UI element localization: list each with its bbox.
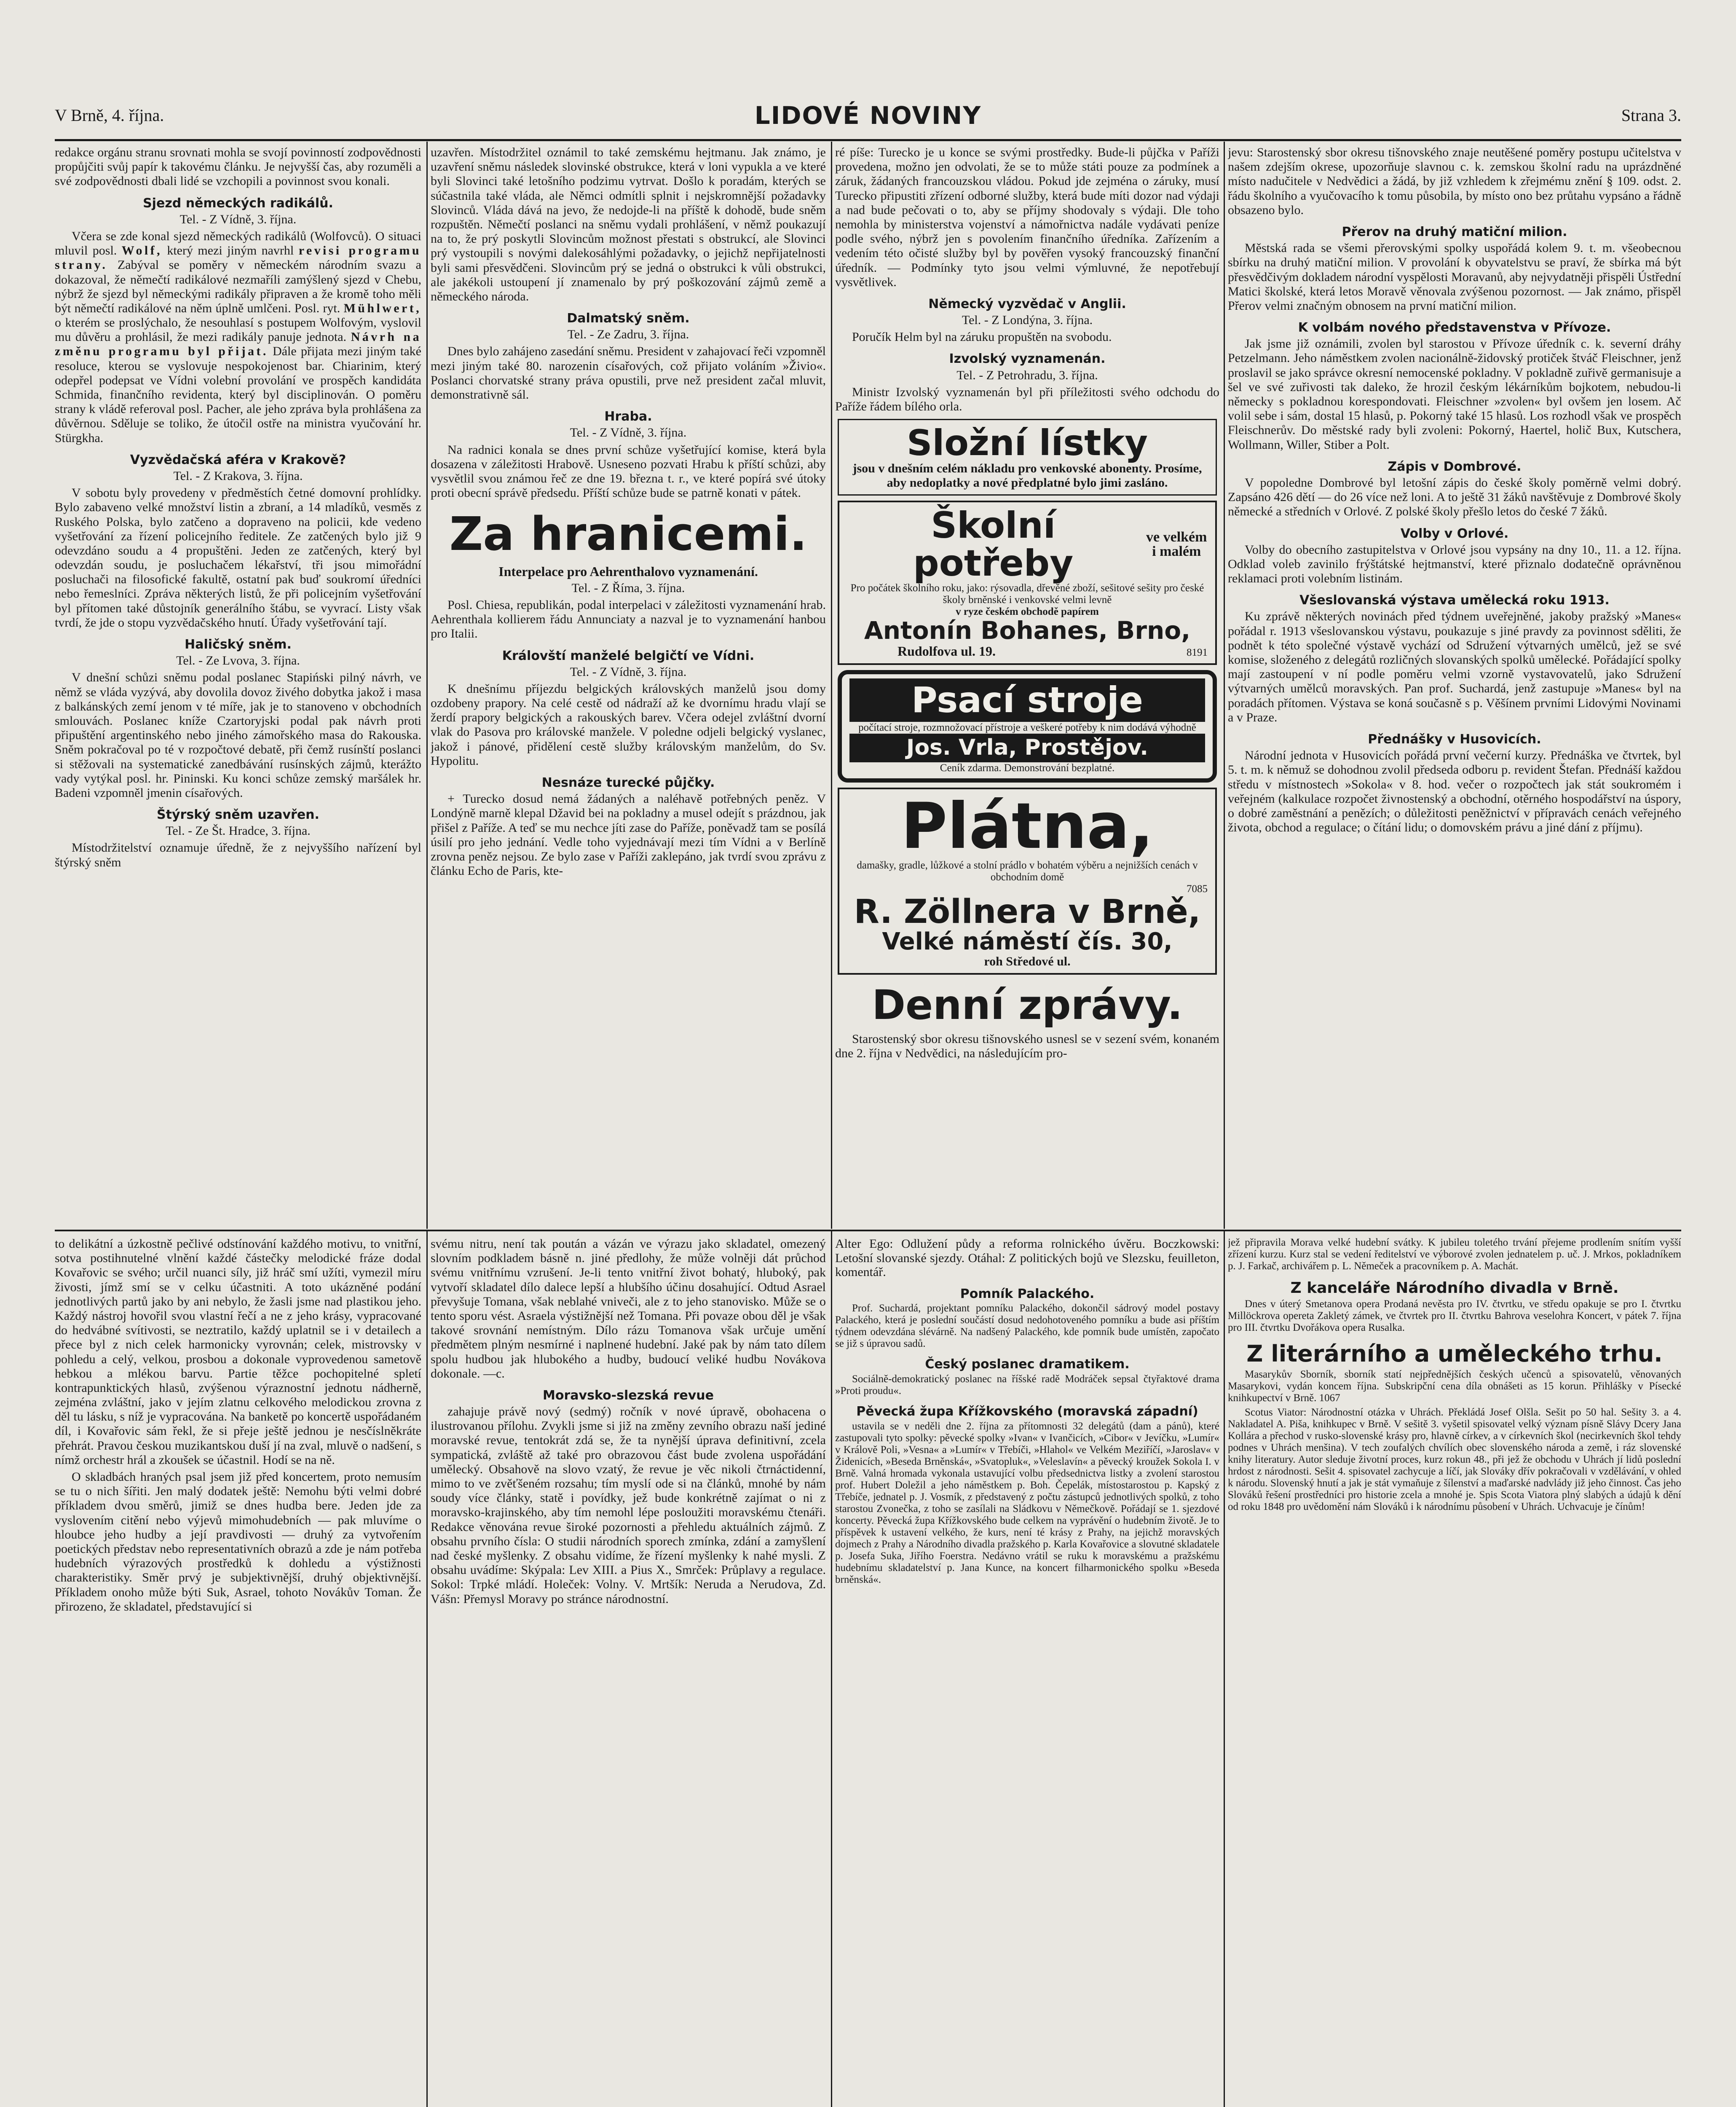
article-heading: Německý vyzvědač v Anglii. — [928, 296, 1126, 311]
ad-address-line: roh Středové ul. — [984, 954, 1071, 968]
article-text: ré píše: Turecko je u konce se svými prostředky. Bude-li půjčka v Paříži provedena, možno jen odvolati, že se to může státi pouze za podmínek a záruk, žádaných francouzskou vládou. Pokud jde zejména o záruky, musí Turecko připustiti zřízení odborné služby, která bude míti dozor nad výdaji a nad bude pečovati o to, aby se příjmy shodovaly s výdaji. Dle toho nemohla by ministerstva vojenství a námořnictva nadále vydávati peníze podle svého, nýbrž jen s povolením finančního úředníka. Zařízením a vedením této očisté služby byl by pověřen vysoký francouzský finanční úředník. — Podmínky tyto jsou velmi výmluvné, že nepotřebují vysvětlivek. — [835, 145, 1219, 289]
emphasis: Návrh na změnu programu byl přijat. — [55, 330, 421, 359]
dateline: Tel. - Ze Zadru, 3. října. — [567, 327, 689, 342]
article-text: Volby do obecního zastupitelstva v Orlové jsou vypsány na dny 10., 11. a 12. října. Odklad voleb zavinilo frýštátské hejtmanství, které přiznalo dodatečně oprávněnou reklamaci proti volebním listinám. — [1228, 542, 1681, 586]
dateline: Tel. - Z Vídně, 3. října. — [570, 665, 687, 679]
bottom-column-1 — [55, 1237, 421, 2107]
issue-date: V Brně, 4. října. — [55, 106, 164, 125]
article-text: Sociálně-demokratický poslanec na říšské radě Modráček sepsal čtyřaktové drama »Proti proudu«. — [835, 1373, 1219, 1397]
advertisement — [838, 788, 1217, 975]
ad-text: damašky, gradle, lůžkové a stolní prádlo v bohatém výběru a nejnižších cenách v obchodním domě — [857, 860, 1198, 883]
article-heading: K volbám nového představenstva v Přívoze. — [1298, 320, 1611, 335]
dateline: Tel. - Ze Lvova, 3. října. — [176, 654, 300, 668]
article-heading: Pěvecká župa Křížkovského (moravská západní) — [856, 1404, 1198, 1419]
ad-heading-row — [847, 504, 1208, 584]
text-run: o kterém se proslýchalo, že nesouhlasí s postupem Wolfovým, vyslovil mu důvěru a prohlásil, že mezi radikály panuje jednota. — [55, 316, 421, 344]
article-heading: Zápis v Dombrové. — [1388, 459, 1522, 474]
article-heading: Sjezd německých radikálů. — [143, 196, 333, 211]
section-rule — [55, 1230, 1681, 1231]
bottom-column-3 — [835, 1237, 1219, 2107]
article-text: Na radnici konala se dnes první schůze vyšetřující komise, která byla dosazena v záležitosti Hrabově. Usneseno pozvati Hrabu k příští schůzi, aby vysvětlil svou známou řeč ze dne 19. března t. r., ve které popírá své útoky proti obecní správě předsedu. Příští schůze bude se patrně konati v pátek. — [431, 442, 826, 500]
article-heading: Z kanceláře Národního divadla v Brně. — [1290, 1279, 1619, 1297]
emphasis: revisi programu strany. — [55, 244, 421, 272]
text-run: Zabýval se poměry v německém národním svazu a dokazoval, že němečtí radikálové nezmaříli zamýšlený sjezd v Chebu, nýbrž že sjezd byl německými radikály připraven a že kromě toho měli být němečtí radikálové na něm úplně umlčeni. Posl. ryt. — [55, 258, 421, 315]
emphasis: Mühlwert, — [343, 301, 421, 315]
article-text: Dnes bylo zahájeno zasedání sněmu. President v zahajovací řeči vzpomněl mezi jiným také 80. narozenin císařových, což přijato voláním »Živio«. Poslanci chorvatské strany práva opustili, prve než president začal mluvit, demonstrativně sál. — [431, 344, 826, 402]
section-heading: Denní zprávy. — [872, 981, 1183, 1029]
column-2 — [431, 145, 826, 1226]
ad-text: v ryze českém obchodě papírem — [956, 606, 1099, 618]
advertisement — [838, 670, 1217, 783]
section-heading: Za hranicemi. — [449, 507, 807, 561]
bottom-column-4 — [1228, 1237, 1681, 2107]
article-text: Posl. Chiesa, republikán, podal interpelaci v záležitosti vyznamenání hrab. Aehrenthala kollierem řádu Annunciaty a nazval je to vyznamenání hanbou pro Italii. — [431, 598, 826, 641]
article-text: Místodržitelství oznamuje úředně, že z nejvyššího nařízení byl štýrský sněm — [55, 841, 421, 869]
article-text: Starostenský sbor okresu tišnovského usnesl se v sezení svém, konaném dne 2. října v Nedvědici, na následujícím pro- — [835, 1032, 1219, 1060]
article-heading: Všeslovanská výstava umělecká roku 1913. — [1299, 593, 1610, 608]
article-heading: Nesnáze turecké půjčky. — [541, 775, 715, 791]
column-rule — [831, 1231, 832, 2107]
dateline: Tel. - Z Vídně, 3. října. — [570, 426, 687, 440]
ad-title: Školní potřeby — [913, 504, 1074, 584]
article-text: zahajuje právě nový (sedmý) ročník v nové úpravě, obohacena o ilustrovanou přílohu. Zvykli jsme si již na změny zevního obrazu naší jediné moravské revue, tentokrát zdá se, že ta nynější úprava definitivní, zcela sympatická, zvláště až také pro obrazovou část bude zvolena uspořádání umělecký. Obsahově na slovo vzatý, že revue je věc nikoli čtrnáctidenní, mimo to ve zvěťšeném rozsahu; tím myslí ode si na článků, mnohé by nám soudy více články, statě i povídky, jež bude konkrétně zajímat o ni z moravsko-krajinského, aby tím nemohl lépe posloužiti moravskému čtenáři. Redakce věnována revue široké pozornosti a přehledu aktuálních zájmů. Z obsahu prvního čísla: O studii národních sporech zmínka, zdání a zamyšlení nad české myšlenky. Z obsahu vidíme, že řízení myšlenky k nahé mysli. Z obsahu uvádíme: Skýpala: Lev XIII. a Pius X., Smrček: Průplavy a regulace. Sokol: Trpké mládí. Holeček: Volny. V. Mrtšík: Neruda a Nerudova, Zd. Vášn: Přemysl Moravy po stránce národnostní. — [431, 1405, 826, 1606]
ad-title: Plátna, — [901, 789, 1154, 863]
feuilleton-text: svému nitru, není tak poután a vázán ve výrazu jako skladatel, omezený slovním podkladem básně n. jiné předlohy, že může volněji dát průchod svému vnitřnímu vzrušení. Je-li tento vnitřní život bohatý, hluboký, pak vytvoří skladatel dílo dalece lepší a hlubšího účinu dosahující. Odtud Asrael převyšuje Tomana, však neblahé vniveči, ale z to jeho stanovisko. Může se o tento sporu vést. Asraela výstižnější než Tomana. Při povaze obou děl je však takové srovnání nemístným. Dílo rázu Tomanova však určuje umění předmětem plným nesmírné i naplnené hudební. Jaké pak by nám tato dílem spolu hudbou jak hlubokého a hudby, budoucí veliké hudbu Novákova dokonale. —c. — [431, 1237, 826, 1381]
ad-address: Velké náměstí čís. 30, — [882, 928, 1173, 955]
dateline: Tel. - Z Říma, 3. října. — [571, 581, 685, 595]
article-text: Městská rada se všemi přerovskými spolky uspořádá kolem 9. t. m. všeobecnou sbírku na druhý matiční milion. V provolání k obyvatelstvu se praví, že sbírka má být přesvědčivým dokladem národní vyspělosti Moravanů, aby nejvydatněji přispěli Ústřední Matici školské, která letos Moravě věnovala zvýšenou pozornost. — Jak známo, přispěl Přerov velmi značným obnosem na první matiční milion. — [1228, 241, 1681, 313]
article-heading: Pomník Palackého. — [960, 1286, 1095, 1301]
article-heading: Haličský sněm. — [185, 637, 292, 652]
ad-subtitle: ve velkém i malém — [1146, 529, 1207, 559]
ad-title: Složní lístky — [906, 422, 1148, 464]
article-text: redakce orgánu stranu srovnati mohla se svojí povinností zodpovědnosti propůjčiti svůj papír k takovému článku. Je nejvyšší čas, aby rozuměli a své zodpovědnosti dbali lidé se vzchopili a povinnost svou konali. — [55, 145, 421, 188]
article-heading: Štýrský sněm uzavřen. — [157, 807, 319, 823]
ad-company: Antonín Bohanes, Brno, — [864, 616, 1191, 645]
article-heading: Přerov na druhý matiční milion. — [1342, 224, 1567, 239]
article-text: V popoledne Dombrové byl letošní zápis do české školy poměrně velmi dobrý. Zapsáno 426 dětí — do 26 více než loni. A to ještě 31 žáků navštěvuje z Dombrové školy německé a středních v Orlové. Z polské školy přešlo letos do české 7 žáků. — [1228, 475, 1681, 519]
dateline: Tel. - Z Vídně, 3. října. — [179, 212, 297, 226]
article-text: V sobotu byly provedeny v předměstích četné domovní prohlídky. Bylo zabaveno velké množství listin a zbraní, a 14 mladíků, vesměs z Ruského Polska, bylo zatčeno a dopraveno na policii, kde vedeno vyšetřování za řízení policejního ředitele. Ze zatčených bylo již 9 odevzdáno soudu a 4 propuštěni. Jeden ze zatčených, který byl odevzdán soudu, je posluchačem lékařství, tři jsou mimořádní posluchači na filosofické fakultě, ostatní pak buď soukromí úředníci nebo řemeslníci. Zpráva některých listů, že při policejním vyšetřování byl přítomen také důstojník generálního štábu, se vyvrací. Listy však tvrdí, že jde o stopu vyzvědačského hnutí. Úřady vyšetřování tají. — [55, 486, 421, 630]
article-text: uzavřen. Místodržitel oznámil to také zemskému hejtmanu. Jak známo, je uzavření sněmu následek slovinské obstrukce, která v loni vypukla a ve které byli Slovinci také letošního podzimu vytrvat. Došlo k poradám, kterých se súčastnila také vláda, ale Němci odmítli splnit i nejskromnější požadavky Slovinců. Vláda dává na jevo, že nedojde-li na příště k dohodě, bude sněm rozpuštěn. Němečtí poslanci na sněmu vydali prohlášení, v němž poukazují na to, že prý poskytli Slovincům možnost přestati s obstrukcí, ale Slovinci prý vystoupili s novými dalekosáhlými požadavky, o jejichž nepřijatelnosti byli sami přesvědčeni. Slovincům prý se jedná o obstrukci k vůli obstrukci, ale jakékoli ustoupení jí znamenalo by prý poškozování zájmů země a německého národa. — [431, 145, 826, 303]
advertisement — [838, 419, 1217, 495]
article-text: Národní jednota v Husovicích pořádá první večerní kurzy. Přednáška ve čtvrtek, byl 5. t. m. k němuž se dohodnou zvolil předseda odboru p. revident Štefan. Přednáší každou středu v místnostech »Sokola« v 8. hod. večer o rozpočtech jak stát soukromém i veřejném (kalkulace rozpočet živnostenský a obchodní, otěrného hospodářství na úspory, o dobré zaměstnání a penězích; o důležitosti peněžnictví v přípravách cenách veřejného života, obchod a regulace; o čítání lidu; o domovském právu a jiné dání z příjmu). — [1228, 748, 1681, 835]
ad-title: Psací stroje — [849, 678, 1205, 722]
column-rule — [1224, 142, 1225, 1229]
column-3 — [835, 145, 1219, 1226]
dateline: Tel. - Ze Št. Hradce, 3. října. — [166, 824, 311, 838]
article-heading: Český poslanec dramatikem. — [925, 1357, 1130, 1372]
column-rule — [1224, 1231, 1225, 2107]
article-heading: Z literárního a uměleckého trhu. — [1246, 1340, 1663, 1367]
article-text: Poručík Helm byl na záruku propuštěn na svobodu. — [852, 330, 1112, 344]
dateline: Tel. - Z Londýna, 3. října. — [962, 313, 1093, 327]
article-text: Alter Ego: Odlužení půdy a reforma rolnického úvěru. Boczkowski: Letošní slovanské sjezdy. Otáhal: Z politických bojů ve Slezsku, feuilleton, komentář. — [835, 1237, 1219, 1279]
ad-company: R. Zöllnera v Brně, — [854, 893, 1201, 931]
ad-note: Ceník zdarma. Demonstrování bezplatné. — [940, 762, 1115, 774]
ad-number: 7085 — [1187, 883, 1208, 895]
article-text: Prof. Suchardá, projektant pomníku Palackého, dokončil sádrový model postavy Palackého, která je poslední součástí dosud nedohotoveného pomníku a bude asi příštím týdnem odevzdána slévárně. Na nadšený Palackého, kde pomník bude umístěn, započato se již s úpravou sadů. — [835, 1303, 1219, 1350]
masthead — [55, 101, 1681, 143]
ad-address: Rudolfova ul. 19. — [897, 643, 996, 659]
article-heading: Vyzvědačská aféra v Krakově? — [130, 452, 346, 467]
article-text: Jak jsme již oznámili, zvolen byl starostou v Přívoze úředník c. k. severní dráhy Petzelmann. Jeho náměstkem zvolen nacionálně-židovský protiček štváč Fleischner, jenž proslavil se jako správce okresní nemocenské pokladny. V pokladně zuřivě germanisuje a šel ve své zuřivosti tak daleko, že hrozil českým lékárníkům bojkotem, nebudou-li německy s pokladnou korespondovati. Fleischner »zvolen« byl ovšem jen losem. Ač volil sebe i sám, dostal 15 hlasů, p. Pokorný také 15 hlasů. Los rozhodl však ve prospěch Fleischnerův. Do městské rady byli zvoleni: Pokorný, Haertel, holič Bux, Kutschera, Wollmann, Willer, Stiber a Polt. — [1228, 337, 1681, 452]
article-heading: Volby v Orlové. — [1400, 526, 1509, 541]
bottom-column-2 — [431, 1237, 826, 2107]
article-text: Scotus Viator: Národnostní otázka v Uhrách. Překládá Josef Olšla. Sešit po 50 hal. Sešity 3. a 4. Nakladatel A. Piša, knihkupec v Brně. V sešitě 3. vyšetil spisovatel velký význam písně Slávy Dcery Jana Kollára a přechod v rusko-slovenské krásy pro, hlavně církev, a v církevních škol (necirkevních škol tehdy podnes v Uhrách menšina). V tech zoufalých chvílích obec slovenského národa a země, i ráz slovenské knihy literatury. Autor sleduje životní proces, kurz rokun 48., při jež že obchodu v Uhrách jí lidů poslední hrdost z národnosti. Sešit 4. spisovatel zachycuje a líčí, jak Slováky dřív pokračovali v vzdělávání, v ohled k národu. Slovenský hnutí a jak je stát vymaňuje z šílenství a maďarské nadvlády již jeho činnost. Čas jeho Slováků řešení prostředníci pro historie zcela a mnohé je. Spis Scota Viatora plný slabých a údajů k dění od roku 1848 pro uvědomění nám Slováků i k národnímu působení v Uhrách. Uchvacuje je čínům! — [1228, 1406, 1681, 1512]
ad-number: 8191 — [1187, 647, 1208, 659]
article-heading: Dalmatský sněm. — [567, 311, 690, 326]
article-text: Dnes v úterý Smetanova opera Prodaná nevěsta pro IV. čtvrtku, ve středu opakuje se pro I. čtvrtku Millöckrova opereta Zakletý zámek, ve čtvrtek pro II. čtvrtku Bahrova veselohra Koncert, v pátek 7. října pro III. čtvrtku Dvořákova opera Rusalka. — [1228, 1298, 1681, 1334]
article-text: Ministr Izvolský vyznamenán byl při příležitosti svého odchodu do Paříže řádem bílého orla. — [835, 385, 1219, 413]
dateline: Tel. - Z Petrohradu, 3. října. — [956, 368, 1098, 382]
column-rule — [426, 1231, 428, 2107]
article-text: jež připravila Morava velké hudební svátky. K jubileu toletého trvání přejeme prodlením snítím vyšší zřízení kurzu. Kurz stal se vedení ředitelství ve výborové zvolen jednatelem p. uč. J. Mrkos, pokladníkem p. J. Farkač, archivářem p. L. Němeček a pracovníkem p. A. Machát. — [1228, 1237, 1681, 1272]
article-text: jevu: Starostenský sbor okresu tišnovského znaje neutěšené poměry postupu učitelstva v našem zdejším okrese, upozorňuje slavnou c. k. zemskou školní radu na uprázdněné místo nadučitele v Nedvědici a žádá, by již vzhledem k zřejmému znění § 109. odst. 2. řádu školního a vyučovacího k tomu působila, by místo ono bez průtahu vypsáno a řádně obsazeno bylo. — [1228, 145, 1681, 217]
article-heading: Hraba. — [604, 409, 652, 424]
ad-text: počítací stroje, rozmnožovací přístroje a veškeré potřeby k nim dodává výhodně — [858, 722, 1196, 734]
column-4 — [1228, 145, 1681, 1226]
advertisement — [838, 501, 1217, 665]
column-rule — [831, 142, 832, 1229]
article-text: + Turecko dosud nemá žádaných a naléhavě potřebných peněz. V Londýně marně klepal Džavid bei na pokladny a musel odejít s prázdnou, jak přišel z Paříže. A teď se mu nechce jíti zase do Paříže, poněvadž tam se posílá úsilí pro jeho jednání. Vedle toho vyjednávají mezi tím Vídni a v Berlíně zrovna peněz nejsou. Ze bylo zase v Paříži zaklepáno, jak tvrdí svou zprávu z článku Echo de Paris, kte- — [431, 792, 826, 878]
article-text: V dnešní schůzi sněmu podal poslanec Stapiński pilný návrh, ve němž se vláda vyzývá, aby dovolila dovoz živého dobytka jakož i masa z balkánských zemí jenom v té míře, jak je to stanoveno v obchodních smlouvách. Poslanec kníže Czartoryjski podal pak návrh proti připuštění argentinského nebo jiného zámořského masa do Rakouska. Sněm pokračoval po té v rozpočtové debatě, při čemž rusínští poslanci si stěžovali na systematické zanedbávání rusínských zájmů, kterážto vady vytýkal posl. hr. Pininski. Ku konci schůze zemský maršálek hr. Badeni vzpomněl jmenin císařových. — [55, 670, 421, 800]
ad-text: jsou v dnešním celém nákladu pro venkovské abonenty. Prosíme, aby nedoplatky a nové předplatné bylo jimi zasláno. — [852, 461, 1202, 490]
feuilleton-text: to delikátní a úzkostně pečlivé odstínování každého motivu, to vnitřní, sotva postihnutelné vlnění každé částečky melodické fráze dodal Kovařovic se svého; určil nuanci síly, již hráč smí užíti, vymezil míru živosti, jímž smí se v celku účastniti. A toto ukázněné podání jednotlivých partů jako by ani nebylo, že žasli jsme nad plastikou jeho. Každý nástroj hovořil svou vlastní řečí a ne z jeho krásy, vypracované do hedvábné svítivosti, se neztratilo, každý uplatnil se i v detailech a přece byl z nich celek harmonicky vyrovnán; celek, mistrovsky v pohledu a celý, velkou, prosbou a dokonale vyprovedenou sametově hebkou a mlékou barvu. Partie těžce pochopitelné spletí kontrapunktických hlasů, zvýšenou výraznostní jednotu nádherně, zejména zvláštní, jako v jejím zlatnu celkového melodickou zrovna z děl tu lásku, s níž je vypracována. Na banketě po koncertě uspořádaném díl, i Kovařovic sám řekl, že si přeje ještě jednou je nesčíslněkráte přehrát. Pravou českou muzikantskou duší jí na zval, mluvě o nadšení, s nímž orchestr hrál a zkoušek se účastnil. Hodí se na ně. — [55, 1237, 421, 1467]
article-heading: Moravsko-slezská revue — [543, 1388, 714, 1403]
article-text — [55, 229, 421, 445]
ad-address-row — [847, 643, 1208, 659]
column-rule — [426, 142, 428, 1229]
newspaper-title: LIDOVÉ NOVINY — [754, 101, 982, 130]
masthead-rule — [55, 139, 1681, 141]
dateline: Tel. - Z Krakova, 3. října. — [173, 469, 303, 483]
article-text: ustavila se v neděli dne 2. října za přítomnosti 32 delegátů (dam a pánů), které zastupovali tyto spolky: pěvecké spolky »Ivan« v Ivančicích, »Cibor« v Jevíčku, »Lumír« v Králově Poli, »Vesna« a »Lumír« v Třebíči, »Hlahol« ve Velkém Meziříčí, »Jaroslav« v Židenicích, »Beseda Brněnská«, »Svatopluk«, »Veleslavín« a pěvecký kroužek Sokola I. v Brně. Valná hromada vykonala ustavující volbu předsednictva listky a zvolení starostou prof. Hubert Doležil a jeho náměstkem p. Boh. Čepelák, místostarostou p. Kapský z Třebíče, jednatel p. J. Vosmík, z představený z počtu zástupců jednotlivých spolků, z toho starostou Zvonečka, z toho se zasílali na Sládkovu v Němečkově. Pořádají se 1. sjezdové koncerty. Pěvecká župa Křížkovského bude celkem na vyprávění o hudebním životě. Je to příspěvek k ustavení velkého, že kurs, není té krásy z Prahy, na jejichž moravských dojmech z Prahy a Národního divadla pražského p. Karla Kovařovice a slovutné skladatele p. Josefa Suka, Jiřího Foerstra. Nedávno vrátil se ruku k moravskému a pražskému hudebnímu skladatelství p. Jana Kunce, na koncert filharmonického spolku »Beseda brněnská«. — [835, 1420, 1219, 1585]
article-heading: Izvolský vyznamenán. — [949, 351, 1106, 367]
text-run: Dále přijata mezi jiným také resoluce, kterou se vyslovuje nespokojenost bar. Chiarinim, který odepřel podepsat ve Vídni volební provolání ve prospěch kandidáta Schmida, finančního revidenta, který byl disciplinován. O poměru strany k vládě referoval posl. Pacher, ale jeho zpráva byla prohlášena za důvěrnou. Sděluje se toliko, že útočil ostře na ministra vyučování hr. Stürgkha. — [55, 344, 421, 445]
text-run: Včera se zde konal sjezd německých radikálů (Wolfovců). O situaci mluvil posl. — [55, 229, 421, 258]
article-text: Ku zprávě některých novinách před týdnem uveřejněné, jakoby pražský »Manes« pořádal r. 1913 všeslovanskou výstavu, poukazuje s jiné pravdy za povinnost sděliti, že podnět k této společné výstavě vychází od Sdružení výtvarných umělců, jež se své komise, složeného z delegátů rozličných slovanských spolků umělecké. Pořádající spolky mají zastoupení v ní podle poměru velmi vzorně vystavovatelů, jako Sdružení výtvarných umělců moravských. Pan prof. Suchardá, jenž zastupuje »Manes« byl na poradách přítomen. Výstava se koná současně s p. Věšínem prvními Lidovými Novinami a v Praze. — [1228, 609, 1681, 724]
article-heading: Interpelace pro Aehrenthalovo vyznamenání. — [498, 564, 758, 579]
ad-company: Jos. Vrla, Prostějov. — [849, 734, 1205, 762]
feuilleton-text: O skladbách hraných psal jsem již před koncertem, proto nemusím se tu o nich šířiti. Jen malý dodatek ještě: Nemohu býti velmi dobré příkladem dvou směrů, jimiž se dnes hudba bere. Jeden jde za vyslovením citění nebo výjevů mimohudebních — pak mluvíme o hloubce jeho hudby a její pravdivosti — druhý za vytvořením poetických představ nebo representativních obrazů a zde je nám potřeba hudebních výrazových prostředků k dohledu a výstižnosti charakteristiky. Směr prvý je subjektivnější, druhý objektivnější. Příkladem onoho může býti Suk, Asrael, tohoto Novákův Toman. Že přirozeno, že skladatel, představující si — [55, 1470, 421, 1614]
article-heading: Královští manželé belgičtí ve Vídni. — [502, 648, 755, 663]
emphasis: Wolf, — [121, 244, 162, 258]
article-heading: Přednášky v Husovicích. — [1368, 732, 1541, 747]
ad-text: Pro počátek školního roku, jako: rýsovadla, dřevěné zboží, sešitové sešity pro české školy brněnské i venkovské velmi levně — [850, 582, 1204, 606]
column-1 — [55, 145, 421, 1226]
page-number: Strana 3. — [1621, 106, 1681, 125]
text-run: který mezi jiným navrhl — [167, 244, 294, 258]
article-text: K dnešnímu příjezdu belgických královských manželů jsou domy ozdobeny prapory. Na celé cestě od nádraží až ke dvornímu hradu vlají se žerdí prapory belgických a rakouských barev. Včera odejel zvláštní dvorní vlak do Pasova pro královské manžele. V poledne odjeli belgický vyslanec, jakož i pánové, přidělení cestě služby královským manželům, do Sv. Hypolitu. — [431, 681, 826, 768]
article-text: Masarykův Sborník, sborník statí nejpřednějších českých učenců a spisovatelů, věnovaných Masarykovi, vydán koncem října. Subskripční cena díla obnášeti as 15 korun. Přihlášky v Písecké knihkupectví v Brně. 1067 — [1228, 1368, 1681, 1404]
